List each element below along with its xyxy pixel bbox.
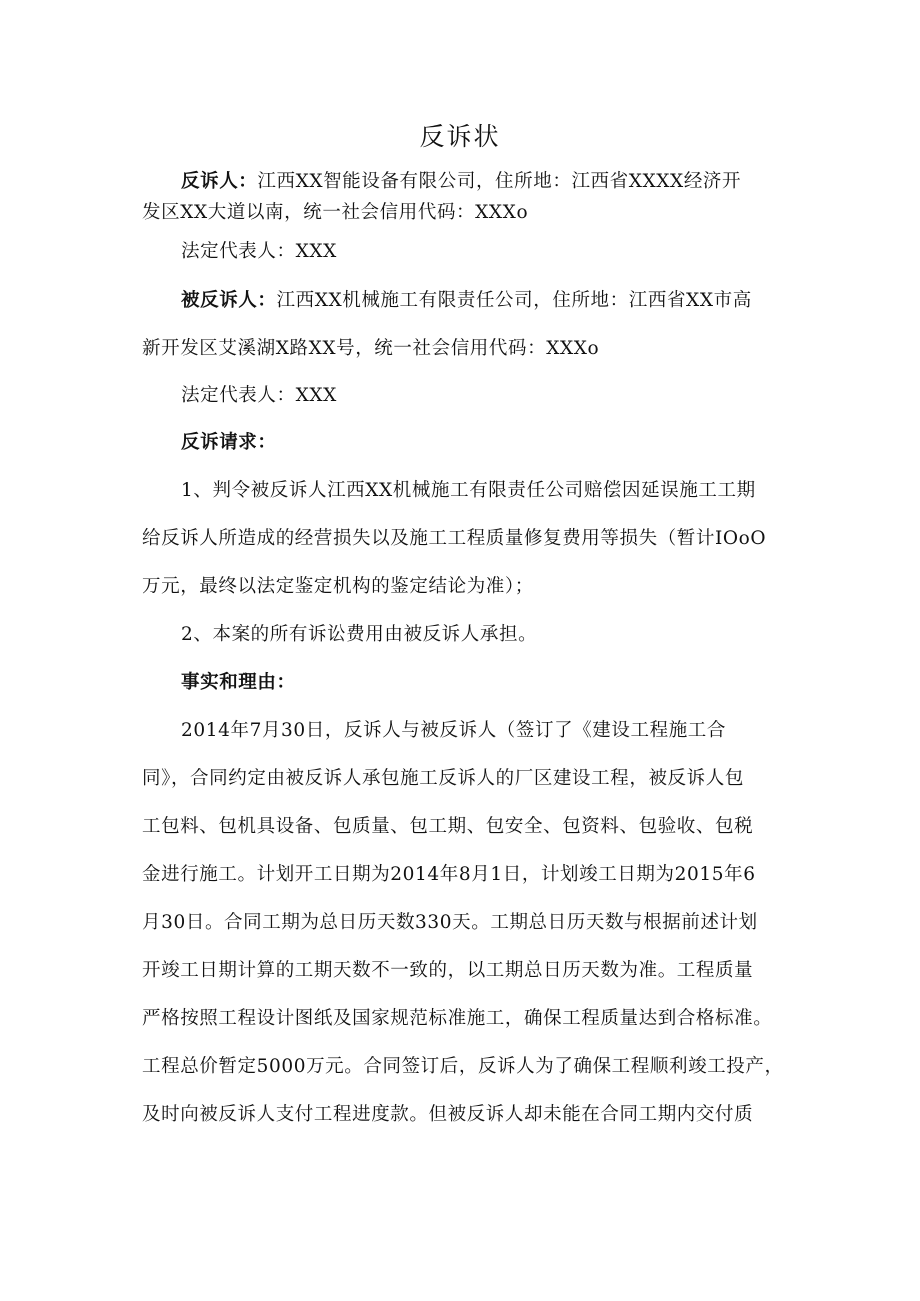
- facts-line-9: 及时向被反诉人支付工程进度款。但被反诉人却未能在合同工期内交付质: [142, 1104, 754, 1125]
- facts-line-6: 开竣工日期计算的工期天数不一致的，以工期总日历天数为准。工程质量: [142, 960, 754, 981]
- respondent-text-1: 江西XX机械施工有限责任公司，住所地：江西省XX市高: [276, 290, 752, 311]
- counterclaimant-line-1: [181, 170, 802, 194]
- facts-line-5: 月30日。合同工期为总日历天数330天。工期总日历天数与根据前述计划: [142, 912, 758, 933]
- claim-1-line-2: 给反诉人所造成的经营损失以及施工工程质量修复费用等损失（暂计IOoO: [142, 528, 767, 549]
- document-title: 反诉状: [419, 122, 501, 151]
- counterclaimant-representative: 法定代表人：XXX: [181, 241, 337, 262]
- respondent-line-1: [181, 289, 802, 313]
- respondent-representative: 法定代表人：XXX: [181, 385, 337, 406]
- counterclaimant-text-1: 江西XX智能设备有限公司，住所地：江西省XXXX经济开: [257, 171, 742, 192]
- claim-2: 2、本案的所有诉讼费用由被反诉人承担。: [181, 624, 538, 645]
- counterclaimant-line-2: 发区XX大道以南，统一社会信用代码：XXXo: [142, 202, 529, 223]
- respondent-label: 被反诉人：: [181, 290, 277, 311]
- facts-line-7: 严格按照工程设计图纸及国家规范标准施工，确保工程质量达到合格标准。: [142, 1008, 773, 1029]
- facts-heading: 事实和理由：: [181, 672, 296, 693]
- facts-line-3: 工包料、包机具设备、包质量、包工期、包安全、包资料、包验收、包税: [142, 816, 754, 837]
- facts-line-8: 工程总价暂定5000万元。合同签订后，反诉人为了确保工程顺利竣工投产，: [142, 1056, 784, 1077]
- facts-line-4: 金进行施工。计划开工日期为2014年8月1日，计划竣工日期为2015年6: [142, 864, 756, 885]
- claim-1-line-3: 万元，最终以法定鉴定机构的鉴定结论为准）；: [142, 576, 534, 597]
- counterclaimant-label: 反诉人：: [181, 171, 258, 192]
- facts-line-1: 2014年7月30日，反诉人与被反诉人（签订了《建设工程施工合: [181, 720, 726, 741]
- respondent-line-2: 新开发区艾溪湖X路XX号，统一社会信用代码：XXXo: [142, 338, 600, 359]
- claims-heading: 反诉请求：: [181, 432, 277, 453]
- claim-1-line-1: 1、判令被反诉人江西XX机械施工有限责任公司赔偿因延误施工工期: [181, 480, 756, 501]
- facts-line-2: 同》，合同约定由被反诉人承包施工反诉人的厂区建设工程，被反诉人包: [142, 768, 744, 789]
